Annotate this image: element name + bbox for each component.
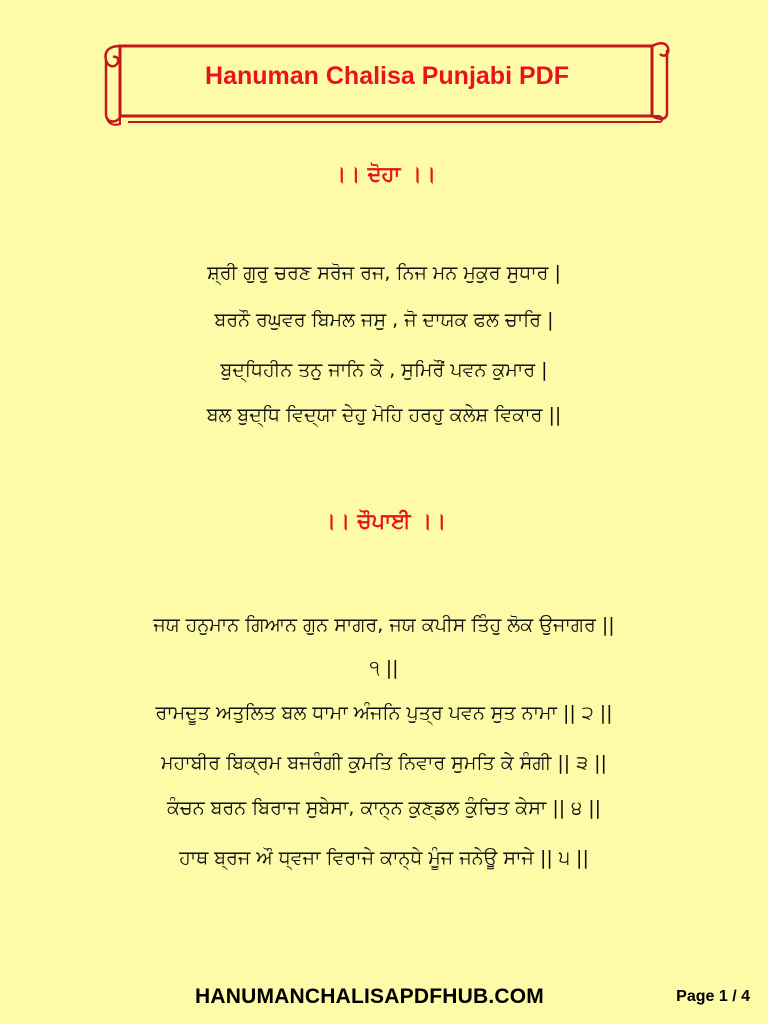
doha-heading: ।। ਦੋਹਾ ।। [331, 162, 437, 186]
page-title: Hanuman Chalisa Punjabi PDF [205, 62, 569, 90]
doha-line-2: ਬਰਨੌ ਰਘੁਵਰ ਬਿਮਲ ਜਸੁ , ਜੋ ਦਾਯਕ ਫਲ ਚਾਰਿ | [214, 309, 554, 331]
chaupai-line-4: ਕੰਚਨ ਬਰਨ ਬਿਰਾਜ ਸੁਬੇਸਾ, ਕਾਨ੍ਨ ਕੁਣ੍ਡਲ ਕੁੰਚਿਤ ਕੇਸਾ || ੪ || [166, 797, 602, 819]
doha-line-4: ਬਲ ਬੁਦ੍ਧਿ ਵਿਦ੍ਯਾ ਦੇਹੁ ਮੋਹਿ ਹਰਹੁ ਕਲੇਸ਼ ਵਿਕਾਰ || [206, 404, 562, 426]
chaupai-line-1: ਜਯ ਹਨੁਮਾਨ ਗਿਆਨ ਗੁਨ ਸਾਗਰ, ਜਯ ਕਪੀਸ ਤਿੰਹੁ ਲੋਕ ਉਜਾਗਰ || [153, 614, 615, 636]
chaupai-line-5: ਹਾਥ ਬ੍ਰਜ ਔ ਧ੍ਵਜਾ ਵਿਰਾਜੇ ਕਾਨ੍ਧੇ ਮੂੰਜ ਜਨੇਊ ਸਾਜੇ || ੫ || [179, 847, 589, 869]
footer-website: HANUMANCHALISAPDFHUB.COM [195, 985, 544, 1008]
chaupai-line-1-number: ੧ || [369, 657, 399, 679]
doha-line-3: ਬੁਦ੍ਧਿਹੀਨ ਤਨੁ ਜਾਨਿ ਕੇ , ਸੁਮਿਰੌਂ ਪਵਨ ਕੁਮਾਰ | [220, 359, 548, 381]
page-number: Page 1 / 4 [676, 988, 750, 1005]
chaupai-line-3: ਮਹਾਬੀਰ ਬਿਕ੍ਰਮ ਬਜਰੰਗੀ ਕੁਮਤਿ ਨਿਵਾਰ ਸੁਮਤਿ ਕੇ ਸੰਗੀ || ੩ || [161, 752, 607, 774]
chaupai-heading: ।। ਚੌਪਾਈ ।। [321, 509, 447, 533]
title-scroll-banner [100, 38, 672, 128]
chaupai-line-2: ਰਾਮਦੂਤ ਅਤੁਲਿਤ ਬਲ ਧਾਮਾ ਅੰਜਨਿ ਪੁਤ੍ਰ ਪਵਨ ਸੁਤ ਨਾਮਾ || ੨ || [155, 702, 613, 724]
doha-line-1: ਸ਼੍ਰੀ ਗੁਰੁ ਚਰਣ ਸਰੋਜ ਰਜ, ਨਿਜ ਮਨ ਮੁਕੁਰ ਸੁਧਾਰ | [207, 262, 561, 284]
